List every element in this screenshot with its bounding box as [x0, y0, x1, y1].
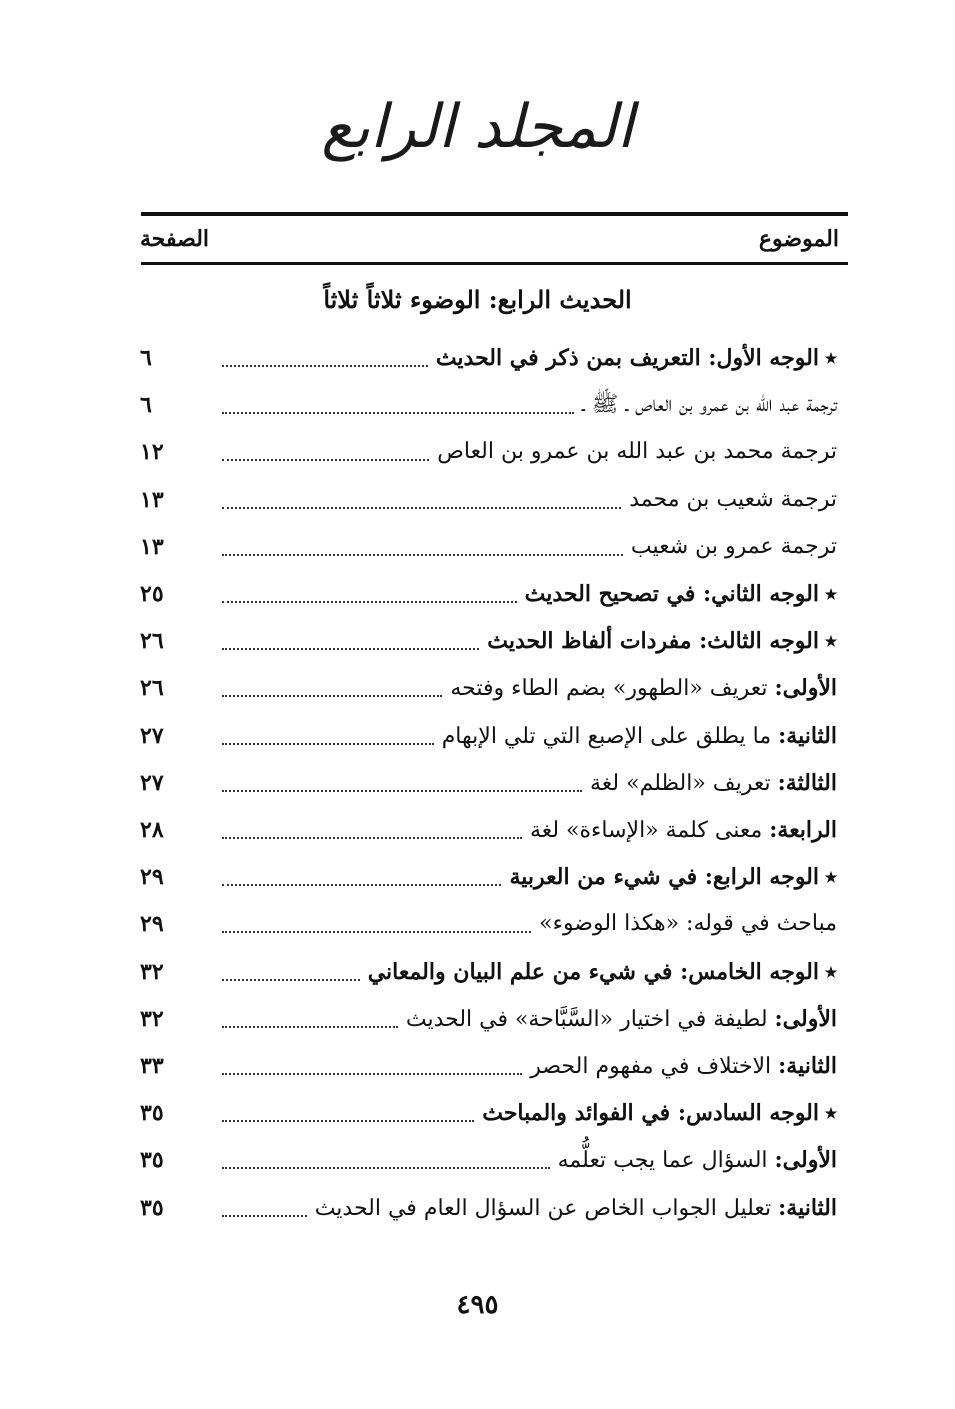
section-title: الحديث الرابع: الوضوء ثلاثاً ثلاثاً [323, 285, 632, 314]
toc-entry-lead: الأولى: [774, 1147, 837, 1173]
toc-entry-text [582, 382, 837, 428]
toc-entry-page: ٢٦ [140, 675, 164, 701]
dot-leader [222, 648, 479, 650]
toc-entry-text [450, 665, 837, 712]
toc-entry-page: ٣٣ [140, 1053, 164, 1079]
toc-entry-title: السؤال عما يجب تعلُّمه [557, 1148, 768, 1173]
dot-leader [222, 412, 574, 414]
toc-entry-title: مباحث في قوله: «هكذا الوضوء» [539, 911, 837, 936]
toc-entry-text [558, 1137, 837, 1184]
toc-entry-page: ٦ [140, 345, 152, 371]
toc-entry-page: ٢٧ [140, 770, 164, 796]
toc-entry-page: ٢٧ [140, 723, 164, 749]
dot-leader [222, 743, 434, 745]
toc-entry-lead: الثانية: [778, 723, 837, 749]
toc-entry-title: الوجه السادس: في الفوائد والمباحث [482, 1100, 819, 1126]
toc-entry-title: ترجمة محمد بن عبد الله بن عمرو بن العاص [437, 439, 837, 464]
toc-entry-text [590, 760, 837, 807]
dot-leader [222, 507, 621, 509]
toc-entry[interactable] [0, 996, 955, 1042]
toc-entry-text [315, 1185, 837, 1232]
toc-entry[interactable] [0, 571, 955, 617]
toc-entry-title: الوجه الثاني: في تصحيح الحديث [524, 581, 819, 607]
toc-entry-page: ٢٦ [140, 628, 164, 654]
toc-entry[interactable] [0, 429, 955, 475]
toc-entry-title: ترجمة عبد الله بن عمرو بن العاص ـ ﷺ ـ [582, 392, 837, 417]
toc-entry-page: ١٣ [140, 487, 164, 513]
toc-entry-text [406, 996, 837, 1043]
toc-entry-page: ١٢ [140, 439, 164, 465]
dot-leader [222, 601, 517, 603]
dot-leader [222, 884, 501, 886]
toc-entry[interactable] [0, 1043, 955, 1089]
bullet-star-icon: ٭ [825, 345, 837, 371]
toc-entry[interactable] [0, 382, 955, 428]
toc-entry-title: الاختلاف في مفهوم الحصر [530, 1054, 772, 1079]
toc-entry-title: الوجه الثالث: مفردات ألفاظ الحديث [487, 628, 819, 654]
dot-leader [222, 365, 428, 367]
toc-entry-lead: الرابعة: [769, 817, 837, 843]
toc-entry-title: تعليل الجواب الخاص عن السؤال العام في الحديث [314, 1196, 772, 1221]
toc-entry-lead: الثانية: [778, 1053, 837, 1079]
dot-leader [222, 790, 582, 792]
toc-entry-page: ٣٥ [140, 1195, 164, 1221]
toc-entry-title: لطيفة في اختيار «السَّبَّاحة» في الحديث [405, 1007, 768, 1032]
dot-leader [222, 837, 522, 839]
toc-entry-text [436, 335, 837, 381]
toc-entry-title: ما يطلق على الإصبع التي تلي الإبهام [441, 724, 772, 749]
toc-entry[interactable] [0, 524, 955, 570]
dot-leader [222, 1120, 474, 1122]
toc-entry-text [482, 1090, 837, 1136]
bullet-star-icon: ٭ [825, 864, 837, 890]
toc-entry[interactable] [0, 807, 955, 853]
toc-entry-title: الوجه الأول: التعريف بمن ذكر في الحديث [435, 345, 819, 371]
toc-entry-lead: الأولى: [774, 675, 837, 701]
bullet-star-icon: ٭ [825, 628, 837, 654]
toc-entry[interactable] [0, 618, 955, 664]
toc-entry-title: ترجمة عمرو بن شعيب [630, 534, 837, 559]
toc-entry-text [487, 618, 837, 664]
dot-leader [222, 554, 623, 556]
toc-entry[interactable] [0, 901, 955, 947]
dot-leader [222, 1167, 550, 1169]
toc-entry-page: ٣٥ [140, 1147, 164, 1173]
toc-entry-title: تعريف «الظلم» لغة [590, 771, 771, 796]
toc-entry-page: ٦ [140, 392, 152, 418]
toc-entry[interactable] [0, 713, 955, 759]
dot-leader [222, 1073, 522, 1075]
bullet-star-icon: ٭ [825, 581, 837, 607]
toc-entry[interactable] [0, 665, 955, 711]
dot-leader [222, 695, 442, 697]
bullet-star-icon: ٭ [825, 1100, 837, 1126]
toc-entry-text [530, 807, 837, 854]
toc-entry-title: الوجه الخامس: في شيء من علم البيان والمعاني [367, 959, 819, 985]
toc-entry-page: ٢٨ [140, 817, 164, 843]
dot-leader [222, 979, 360, 981]
toc-entry-lead: الأولى: [774, 1006, 837, 1032]
toc-entry-text [539, 901, 837, 947]
toc-entry-page: ٣٥ [140, 1100, 164, 1126]
toc-entry[interactable] [0, 1185, 955, 1231]
dot-leader [222, 1215, 307, 1217]
toc-entry[interactable] [0, 1137, 955, 1183]
toc-entry-lead: الثالثة: [777, 770, 837, 796]
toc-entry-title: تعريف «الطهور» بضم الطاء وفتحه [450, 676, 768, 701]
dot-leader [222, 459, 429, 461]
toc-entry-text [368, 949, 837, 995]
dot-leader [222, 1026, 398, 1028]
toc-entry-text [629, 477, 837, 523]
toc-entry-lead: الثانية: [778, 1195, 837, 1221]
dot-leader [222, 931, 531, 933]
toc-entry-page: ٢٩ [140, 911, 164, 937]
toc-entry-title: معنى كلمة «الإساءة» لغة [529, 818, 763, 843]
toc-entry-page: ٢٥ [140, 581, 164, 607]
toc-entry-text [442, 713, 837, 760]
volume-title: المجلد الرابع [321, 92, 634, 162]
header-topic-label: الموضوع [758, 226, 839, 252]
toc-entry[interactable] [0, 477, 955, 523]
page-number: ٤٩٥ [456, 1290, 499, 1320]
toc-entry-text [509, 854, 837, 900]
toc-entry[interactable] [0, 949, 955, 995]
toc-entry-text [437, 429, 837, 475]
toc-entry[interactable] [0, 854, 955, 900]
toc-entry-page: ٢٩ [140, 864, 164, 890]
header-page-label: الصفحة [140, 226, 210, 252]
toc-entry-title: ترجمة شعيب بن محمد [629, 487, 837, 512]
toc-entry[interactable] [0, 335, 955, 381]
toc-entry-text [530, 1043, 837, 1090]
bullet-star-icon: ٭ [825, 959, 837, 985]
toc-entry-text [631, 524, 837, 570]
toc-entry-page: ١٣ [140, 534, 164, 560]
toc-entry[interactable] [0, 1090, 955, 1136]
toc-entry-title: الوجه الرابع: في شيء من العربية [509, 864, 819, 890]
toc-entry-page: ٣٢ [140, 1006, 164, 1032]
toc-entry-text [525, 571, 837, 617]
toc-entry[interactable] [0, 760, 955, 806]
toc-entry-page: ٣٢ [140, 959, 164, 985]
